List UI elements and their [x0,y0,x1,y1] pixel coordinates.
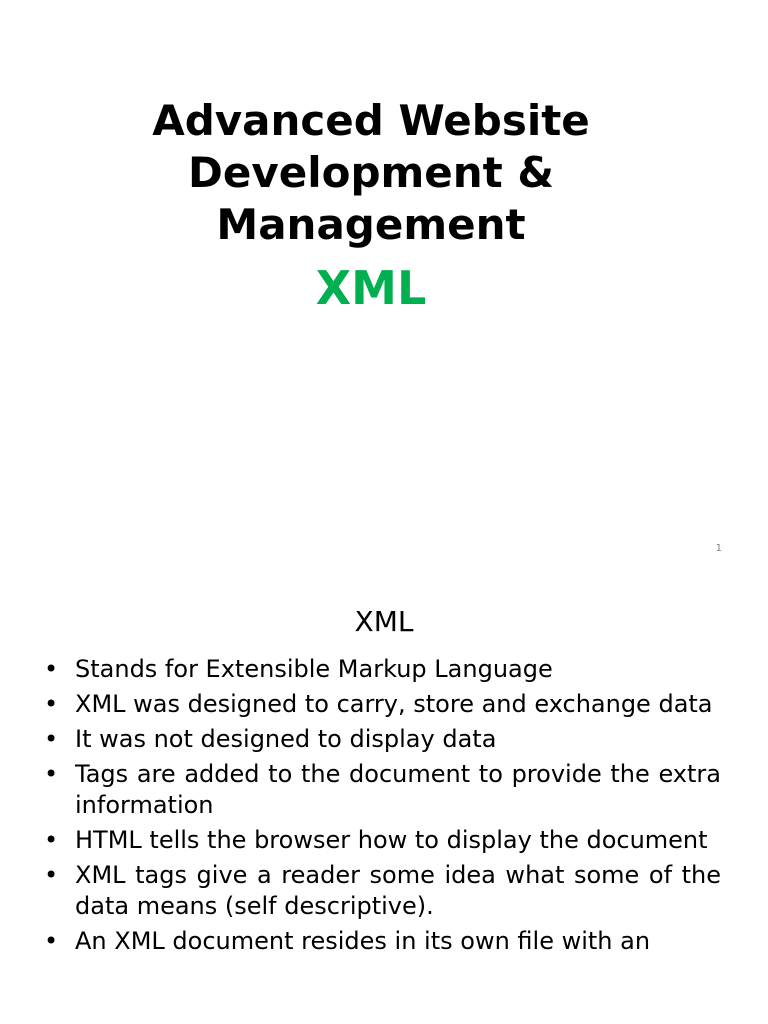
bullet-item [44,825,721,856]
bullet-text: Tags are added to the document to provide the extra information [75,760,721,819]
bullet-item [44,860,721,922]
bullet-dot-icon: • [44,861,59,889]
bullet-dot-icon: • [44,725,59,753]
bullet-item [44,926,721,957]
bullet-text: HTML tells the browser how to display the document [75,826,708,854]
bullet-dot-icon: • [44,655,59,683]
bullet-text: It was not designed to display data [75,725,497,753]
bullet-text: XML tags give a reader some idea what some of the data means (self descriptive). [75,861,721,920]
bullet-item [44,689,721,720]
bullet-item [44,759,721,821]
bullet-dot-icon: • [44,690,59,718]
bullet-text: XML was designed to carry, store and exchange data [75,690,713,718]
content-slide [0,568,768,1024]
slide-title: Advanced Website Development & Management [152,96,590,249]
bullet-dot-icon: • [44,760,59,788]
bullet-list [0,654,768,961]
slide-subtitle: XML [315,261,427,315]
bullet-text: An XML document resides in its own file with an [75,927,651,955]
bullet-dot-icon: • [44,927,59,955]
content-slide-title: XML [354,605,414,638]
bullet-item [44,724,721,755]
bullet-item [44,654,721,685]
bullet-text: Stands for Extensible Markup Language [75,655,553,683]
page-number: 1 [715,543,722,554]
bullet-dot-icon: • [44,826,59,854]
